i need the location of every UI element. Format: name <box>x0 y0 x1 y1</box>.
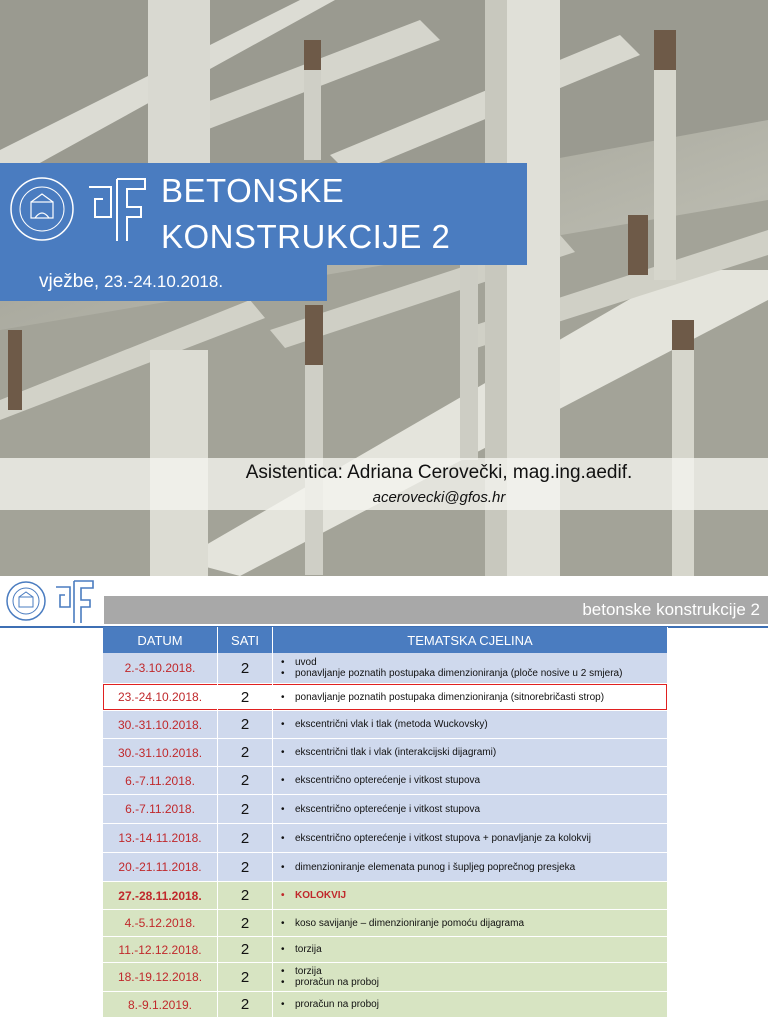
row-topics <box>273 937 668 963</box>
bullet-icon: • <box>281 966 285 977</box>
row-datum: 13.-14.11.2018. <box>103 824 218 853</box>
row-datum: 18.-19.12.2018. <box>103 963 218 992</box>
bullet-icon: • <box>281 691 285 703</box>
row-datum: 23.-24.10.2018. <box>103 684 218 711</box>
row-topics <box>273 739 668 767</box>
topic-text: ekscentrično opterećenje i vitkost stupova + ponavljanje za kolokvij <box>295 832 591 844</box>
university-seal-icon <box>5 580 47 622</box>
subtitle <box>39 271 223 293</box>
row-topics <box>273 910 668 937</box>
bullet-icon: • <box>281 890 285 901</box>
bullet-icon: • <box>281 668 285 679</box>
topic-text: torzija <box>295 944 322 955</box>
topic-text: proračun na proboj <box>295 999 379 1010</box>
subtitle-dates: 23.-24.10.2018. <box>103 272 224 291</box>
slide-header-bar <box>104 596 768 624</box>
row-sati: 2 <box>218 992 273 1018</box>
topic-item <box>281 747 666 758</box>
topic-text: koso savijanje – dimenzioniranje pomoću dijagrama <box>295 917 525 929</box>
topic-item <box>281 775 666 786</box>
topic-text: torzija <box>295 966 322 977</box>
table-row <box>103 684 668 711</box>
row-sati: 2 <box>218 937 273 963</box>
assistant-name: Asistentica: Adriana Cerovečki, mag.ing.aedif. <box>245 462 633 483</box>
row-sati: 2 <box>218 963 273 992</box>
topic-item <box>281 657 666 668</box>
topic-text: proračun na proboj <box>295 977 379 988</box>
row-topics <box>273 824 668 853</box>
row-sati: 2 <box>218 739 273 767</box>
topic-item <box>281 999 666 1010</box>
bullet-icon: • <box>281 657 285 668</box>
row-sati: 2 <box>218 824 273 853</box>
table-row <box>103 653 668 684</box>
row-sati: 2 <box>218 767 273 795</box>
column-header-sati: SATI <box>218 627 273 653</box>
column-header-tematska-cjelina: TEMATSKA CJELINA <box>273 627 668 653</box>
bullet-icon: • <box>281 861 285 873</box>
row-sati: 2 <box>218 910 273 937</box>
subtitle-label: vježbe, <box>39 271 100 292</box>
bullet-icon: • <box>281 775 285 786</box>
row-sati: 2 <box>218 795 273 824</box>
row-topics <box>273 711 668 739</box>
bullet-icon: • <box>281 917 285 929</box>
assistant-email: acerovecki@gfos.hr <box>372 489 506 506</box>
topic-item <box>281 890 666 901</box>
gf-faculty-logo-icon <box>55 580 95 624</box>
bullet-icon: • <box>281 747 285 758</box>
topic-text: ekscentrično opterećenje i vitkost stupova <box>295 775 481 786</box>
topic-item <box>281 944 666 955</box>
topic-item <box>281 862 666 873</box>
bullet-icon: • <box>281 832 285 844</box>
row-topics <box>273 853 668 882</box>
topic-text: ponavljanje poznatih postupaka dimenzioniranja (ploče nosive u 2 smjera) <box>295 668 623 679</box>
row-topics <box>273 992 668 1018</box>
row-sati: 2 <box>218 882 273 910</box>
topic-item <box>281 977 666 988</box>
table-row <box>103 795 668 824</box>
table-row <box>103 824 668 853</box>
bullet-icon: • <box>281 803 285 815</box>
course-title-line1: BETONSKE <box>161 172 345 209</box>
topic-text: ekscentrično opterećenje i vitkost stupova <box>295 803 481 815</box>
topic-item <box>281 833 666 844</box>
row-datum: 2.-3.10.2018. <box>103 653 218 684</box>
slide-header-title: betonske konstrukcije 2 <box>582 600 760 619</box>
topic-item <box>281 966 666 977</box>
row-sati: 2 <box>218 711 273 739</box>
university-seal-icon <box>9 176 75 242</box>
row-datum: 8.-9.1.2019. <box>103 992 218 1018</box>
row-topics <box>273 795 668 824</box>
row-datum: 20.-21.11.2018. <box>103 853 218 882</box>
row-topics <box>273 767 668 795</box>
row-topics <box>273 684 668 711</box>
bullet-icon: • <box>281 999 285 1010</box>
row-datum: 11.-12.12.2018. <box>103 937 218 963</box>
bullet-icon: • <box>281 719 285 730</box>
row-datum: 30.-31.10.2018. <box>103 739 218 767</box>
table-row <box>103 992 668 1018</box>
topic-item <box>281 918 666 929</box>
topic-text: ekscentrični tlak i vlak (interakcijski dijagrami) <box>295 747 497 758</box>
row-datum: 6.-7.11.2018. <box>103 795 218 824</box>
row-sati: 2 <box>218 853 273 882</box>
topic-item <box>281 804 666 815</box>
row-datum: 6.-7.11.2018. <box>103 767 218 795</box>
topic-item <box>281 719 666 730</box>
schedule-table <box>103 627 668 1018</box>
row-topics <box>273 653 668 684</box>
table-row <box>103 853 668 882</box>
topic-text: dimenzioniranje elemenata punog i šupljeg poprečnog presjeka <box>295 861 576 873</box>
gf-faculty-logo-icon <box>87 177 149 243</box>
row-sati: 2 <box>218 684 273 711</box>
row-datum: 4.-5.12.2018. <box>103 910 218 937</box>
bullet-icon: • <box>281 977 285 988</box>
column-header-datum: DATUM <box>103 627 218 653</box>
topic-text: KOLOKVIJ <box>295 890 347 901</box>
row-datum: 27.-28.11.2018. <box>103 882 218 910</box>
row-datum: 30.-31.10.2018. <box>103 711 218 739</box>
topic-text: ponavljanje poznatih postupaka dimenzioniranja (sitnorebričasti strop) <box>295 691 605 703</box>
topic-text: uvod <box>295 657 317 668</box>
topic-item <box>281 668 666 679</box>
table-row <box>103 882 668 910</box>
topic-text: ekscentrični vlak i tlak (metoda Wuckovsky) <box>295 719 488 730</box>
table-header-row <box>103 627 668 653</box>
bullet-icon: • <box>281 944 285 955</box>
table-row <box>103 937 668 963</box>
table-row <box>103 910 668 937</box>
schedule-slide <box>0 576 768 1024</box>
table-row <box>103 739 668 767</box>
topic-item <box>281 692 666 703</box>
row-topics <box>273 882 668 910</box>
table-row <box>103 711 668 739</box>
course-title-line2: KONSTRUKCIJE 2 <box>161 218 451 255</box>
row-topics <box>273 963 668 992</box>
table-row <box>103 767 668 795</box>
row-sati: 2 <box>218 653 273 684</box>
table-row <box>103 963 668 992</box>
